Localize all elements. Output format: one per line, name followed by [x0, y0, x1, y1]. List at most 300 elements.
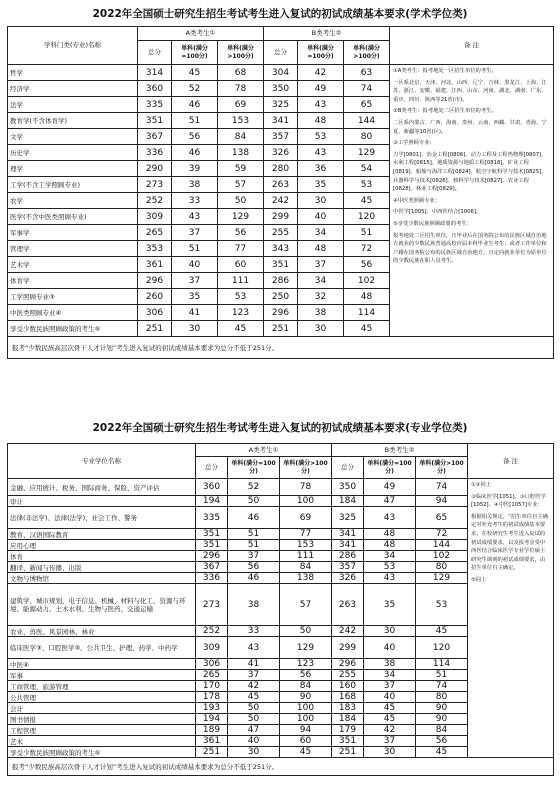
a-singlegt100: 94 — [280, 725, 332, 736]
pro-subject-name: 工程管理 — [8, 725, 196, 736]
a-total: 296 — [138, 273, 172, 289]
subject-header: 学科门类(专业)名称 — [8, 27, 138, 65]
b-singlegt100: 51 — [416, 670, 468, 681]
b-total: 255 — [332, 670, 364, 681]
b-singlegt100: 102 — [416, 551, 468, 562]
a-total: 178 — [196, 692, 228, 703]
a-single100: 52 — [172, 81, 218, 97]
pro-b-singlegt100-header: 单科(满分>100分) — [416, 457, 468, 479]
a-single100: 51 — [172, 241, 218, 257]
b-total: 325 — [332, 507, 364, 529]
pro-subject-name: 中医④ — [8, 659, 196, 670]
b-total: 351 — [264, 257, 298, 273]
a-single100: 37 — [172, 225, 218, 241]
note-line: 力学[0801]、冶金工程[0806]、动力工程及工程热物理[0807]、水利工程[0815]、地质资源与地质工程[0818]、矿业工程[0819]、船舶与海洋工程[0824]、航空宇航科学与技术[0825]、兵器科学与技术[0826]、核科学与技术[0827]、农业工程[0828]、林业工程[0829]。 — [393, 151, 547, 193]
a-singlegt100: 129 — [218, 209, 264, 225]
a-single100: 51 — [228, 529, 280, 540]
b-singlegt100: 90 — [416, 714, 468, 725]
a-single100: 37 — [228, 551, 280, 562]
a-singlegt100: 111 — [280, 551, 332, 562]
a-total: 351 — [138, 113, 172, 129]
b-single100: 30 — [364, 747, 416, 758]
b-singlegt100: 65 — [416, 507, 468, 529]
a-single100: 43 — [172, 209, 218, 225]
a-total: 353 — [138, 241, 172, 257]
a-total: 252 — [196, 626, 228, 637]
b-total: 160 — [332, 681, 364, 692]
a-single100: 45 — [172, 65, 218, 81]
pro-b-single100-header: 单科(满分=100分) — [364, 457, 416, 479]
a-total: 367 — [138, 129, 172, 145]
b-total: 357 — [264, 129, 298, 145]
b-total-header: 总分 — [264, 41, 298, 65]
b-single100: 34 — [364, 670, 416, 681]
a-single100: 51 — [172, 113, 218, 129]
b-total: 263 — [332, 584, 364, 626]
subject-name: 历史学 — [8, 145, 138, 161]
a-singlegt100: 100 — [280, 703, 332, 714]
note-line: 一区系北京、天津、河北、山西、辽宁、吉林、黑龙江、上海、江苏、浙江、安徽、福建、江西、山东、河南、湖北、湖南、广东、重庆、四川、陕西等21省(市)。 — [393, 79, 547, 103]
b-total: 280 — [264, 161, 298, 177]
b-singlegt100: 74 — [416, 479, 468, 496]
b-single100: 43 — [364, 573, 416, 584]
a-singlegt100: 53 — [218, 289, 264, 305]
b-singlegt100: 45 — [416, 747, 468, 758]
b-total: 286 — [264, 273, 298, 289]
pro-subject-name: 翻译、新闻与传播、出版 — [8, 562, 196, 573]
a-total: 360 — [138, 81, 172, 97]
a-single100: 46 — [172, 97, 218, 113]
b-singlegt100: 45 — [416, 626, 468, 637]
b-total: 341 — [332, 540, 364, 551]
b-singlegt100: 94 — [416, 496, 468, 507]
pro-a-zone-header: A类考生① — [196, 444, 332, 457]
note-line: ①A类考生：报考地处一区招生单位的考生。 — [393, 68, 497, 74]
subject-name: 工学(不含工学照顾专业) — [8, 177, 138, 193]
note-line: ⑤同上 — [471, 576, 487, 583]
a-single100: 50 — [228, 703, 280, 714]
a-singlegt100: 60 — [280, 736, 332, 747]
pro-subject-name: 艺术 — [8, 736, 196, 747]
a-total: 273 — [196, 584, 228, 626]
b-total: 304 — [264, 65, 298, 81]
b-total: 326 — [332, 573, 364, 584]
a-singlegt100: 57 — [280, 584, 332, 626]
a-single100: 46 — [228, 573, 280, 584]
pro-subject-name: 农业、兽医、风景园林、林业 — [8, 626, 196, 637]
b-single100: 42 — [298, 65, 344, 81]
professional-notes — [468, 479, 554, 758]
a-singlegt100: 45 — [280, 747, 332, 758]
a-total: 306 — [196, 659, 228, 670]
a-singlegt100-header: 单科(满分>100分) — [218, 41, 264, 65]
pro-subject-name: 审计 — [8, 496, 196, 507]
a-single100: 47 — [228, 725, 280, 736]
b-single100: 32 — [298, 289, 344, 305]
a-singlegt100: 111 — [218, 273, 264, 289]
a-single100: 33 — [172, 193, 218, 209]
a-singlegt100: 123 — [280, 659, 332, 670]
b-single100: 48 — [298, 113, 344, 129]
subject-name: 文学 — [8, 129, 138, 145]
a-singlegt100: 50 — [280, 626, 332, 637]
note-line: ②B类考生：报考地处二区招生单位的考生。 — [393, 108, 497, 115]
a-singlegt100: 84 — [280, 681, 332, 692]
a-single100: 56 — [172, 129, 218, 145]
a-single100: 42 — [228, 681, 280, 692]
professional-title: 2022年全国硕士研究生招生考试考生进入复试的初试成绩基本要求(专业学位类) — [92, 422, 468, 434]
b-singlegt100-header: 单科(满分>100分) — [344, 41, 390, 65]
b-singlegt100: 80 — [416, 692, 468, 703]
b-singlegt100: 80 — [344, 129, 390, 145]
b-singlegt100: 144 — [344, 113, 390, 129]
b-singlegt100: 90 — [416, 703, 468, 714]
note-line: ④中医类照顾专业： — [393, 197, 441, 204]
note-line: ③临床医学[1051]、③口腔医学[1052]、④中医[1057]专业： — [471, 493, 546, 509]
b-singlegt100: 56 — [416, 736, 468, 747]
b-total: 299 — [264, 209, 298, 225]
b-total: 183 — [332, 703, 364, 714]
a-single100: 43 — [228, 637, 280, 659]
b-single100: 30 — [298, 193, 344, 209]
a-single100: 50 — [228, 496, 280, 507]
b-single100: 40 — [364, 692, 416, 703]
b-single100: 43 — [298, 97, 344, 113]
a-total: 193 — [196, 703, 228, 714]
a-total-header: 总分 — [138, 41, 172, 65]
note-line: 中医学[1005]、中西医结合[1006]。 — [393, 209, 482, 216]
a-single100: 41 — [172, 305, 218, 321]
b-total: 251 — [332, 747, 364, 758]
b-single100: 49 — [364, 479, 416, 496]
b-singlegt100: 53 — [416, 584, 468, 626]
pro-subject-name: 体育 — [8, 551, 196, 562]
a-single100: 46 — [172, 145, 218, 161]
b-single100: 35 — [298, 177, 344, 193]
b-single100: 42 — [364, 725, 416, 736]
a-singlegt100: 78 — [280, 479, 332, 496]
b-single100-header: 单科(满分=100分) — [298, 41, 344, 65]
subject-name: 农学 — [8, 193, 138, 209]
a-singlegt100: 78 — [218, 81, 264, 97]
b-singlegt100: 51 — [344, 225, 390, 241]
b-single100: 37 — [364, 736, 416, 747]
b-single100: 48 — [364, 540, 416, 551]
a-total: 360 — [196, 479, 228, 496]
b-singlegt100: 129 — [344, 145, 390, 161]
subject-name: 体育学 — [8, 273, 138, 289]
a-single100: 56 — [228, 562, 280, 573]
b-single100: 43 — [364, 507, 416, 529]
subject-name: 管理学 — [8, 241, 138, 257]
pro-subject-name: 应用心理 — [8, 540, 196, 551]
b-singlegt100: 144 — [416, 540, 468, 551]
a-total: 336 — [138, 145, 172, 161]
a-total: 309 — [196, 637, 228, 659]
academic-title: 2022年全国硕士研究生招生考试考生进入复试的初试成绩基本要求(学术学位类) — [92, 8, 468, 20]
subject-name: 教育学(不含体育学) — [8, 113, 138, 129]
b-total: 179 — [332, 725, 364, 736]
subject-name: 中医类照顾专业④ — [8, 305, 138, 321]
a-total: 273 — [138, 177, 172, 193]
a-singlegt100: 59 — [218, 161, 264, 177]
a-single100: 41 — [228, 659, 280, 670]
pro-subject-name: 教育、汉语国际教育 — [8, 529, 196, 540]
a-single100: 52 — [228, 479, 280, 496]
a-total: 251 — [138, 321, 172, 337]
a-total: 265 — [138, 225, 172, 241]
b-singlegt100: 74 — [344, 81, 390, 97]
b-single100: 48 — [298, 241, 344, 257]
a-total: 194 — [196, 496, 228, 507]
subject-name: 艺术学 — [8, 257, 138, 273]
a-single100: 33 — [228, 626, 280, 637]
b-single100: 37 — [364, 681, 416, 692]
b-zone-header: B类考生② — [264, 27, 390, 41]
b-total: 184 — [332, 714, 364, 725]
a-total: 265 — [196, 670, 228, 681]
academic-footnote: 报考“少数民族高层次骨干人才计划”考生进入复试的初试成绩基本要求为总分不低于251分。 — [8, 337, 554, 359]
b-total: 286 — [332, 551, 364, 562]
a-total: 170 — [196, 681, 228, 692]
notes-header: 备 注 — [390, 27, 554, 65]
a-singlegt100: 90 — [280, 692, 332, 703]
b-total: 341 — [332, 529, 364, 540]
b-total: 251 — [264, 321, 298, 337]
pro-b-total-header: 总分 — [332, 457, 364, 479]
a-singlegt100: 57 — [218, 177, 264, 193]
b-singlegt100: 102 — [344, 273, 390, 289]
pro-subject-header: 专业学位名称 — [8, 444, 196, 479]
pro-a-single100-header: 单科(满分=100分) — [228, 457, 280, 479]
pro-subject-name: 工商管理、旅游管理 — [8, 681, 196, 692]
a-single100: 46 — [228, 507, 280, 529]
table-row — [8, 479, 554, 496]
b-total: 350 — [332, 479, 364, 496]
b-total: 242 — [332, 626, 364, 637]
a-singlegt100: 138 — [218, 145, 264, 161]
a-total: 351 — [196, 529, 228, 540]
a-total: 260 — [138, 289, 172, 305]
b-singlegt100: 114 — [416, 659, 468, 670]
a-singlegt100: 68 — [218, 65, 264, 81]
academic-table — [7, 26, 554, 359]
b-total: 325 — [264, 97, 298, 113]
pro-subject-name: 军事 — [8, 670, 196, 681]
pro-subject-name: 公共管理 — [8, 692, 196, 703]
b-singlegt100: 120 — [344, 209, 390, 225]
subject-name: 经济学 — [8, 81, 138, 97]
pro-subject-name: 会计 — [8, 703, 196, 714]
pro-b-zone-header: B类考生② — [332, 444, 468, 457]
pro-subject-name: 建筑学、城市规划、电子信息、机械、材料与化工、资源与环境、能源动力、土木水利、生物与医药、交通运输 — [8, 584, 196, 626]
a-singlegt100: 129 — [280, 637, 332, 659]
b-singlegt100: 129 — [416, 573, 468, 584]
b-single100: 45 — [364, 714, 416, 725]
note-line: ③工学照顾专业： — [393, 140, 435, 147]
b-single100: 34 — [298, 225, 344, 241]
pro-a-singlegt100-header: 单科(满分>100分) — [280, 457, 332, 479]
a-single100: 45 — [228, 692, 280, 703]
a-single100: 38 — [172, 177, 218, 193]
b-singlegt100: 120 — [416, 637, 468, 659]
b-singlegt100: 74 — [416, 681, 468, 692]
a-single100: 50 — [228, 714, 280, 725]
table-row — [8, 65, 554, 81]
b-singlegt100: 56 — [344, 257, 390, 273]
b-total: 184 — [332, 496, 364, 507]
b-single100: 34 — [364, 551, 416, 562]
a-total: 296 — [196, 551, 228, 562]
b-singlegt100: 45 — [344, 193, 390, 209]
b-total: 343 — [264, 241, 298, 257]
note-line: 二区系内蒙古、广西、海南、贵州、云南、西藏、甘肃、青海、宁夏、新疆等10省(区)。 — [393, 119, 547, 135]
a-singlegt100: 100 — [280, 496, 332, 507]
a-singlegt100: 69 — [280, 507, 332, 529]
a-singlegt100: 77 — [218, 241, 264, 257]
b-single100: 53 — [298, 129, 344, 145]
b-singlegt100: 45 — [344, 321, 390, 337]
b-singlegt100: 72 — [416, 529, 468, 540]
a-single100-header: 单科(满分=100分) — [172, 41, 218, 65]
note-line: 报考地处二区招生单位，且毕业后在国务院公布的民族区域自治地方就业的少数民族普通高校应届本科毕业生考生；或者工作单位和户籍在国务院公布的民族区域自治地方，且定向就业单位为原单位的少数民族在职人员考生。 — [393, 232, 547, 265]
a-single100: 38 — [228, 584, 280, 626]
professional-footnote: 报考“少数民族高层次骨干人才计划”考生进入复试的初试成绩基本要求为总分不低于251分。 — [8, 758, 554, 776]
b-single100: 40 — [364, 637, 416, 659]
b-total: 296 — [264, 305, 298, 321]
b-single100: 53 — [364, 562, 416, 573]
a-total: 252 — [138, 193, 172, 209]
b-single100: 48 — [364, 529, 416, 540]
a-single100: 37 — [172, 273, 218, 289]
b-single100: 30 — [364, 626, 416, 637]
a-singlegt100: 60 — [218, 257, 264, 273]
a-total: 361 — [196, 736, 228, 747]
a-total: 314 — [138, 65, 172, 81]
b-singlegt100: 72 — [344, 241, 390, 257]
b-single100: 34 — [298, 273, 344, 289]
a-singlegt100: 123 — [218, 305, 264, 321]
subject-name: 理学 — [8, 161, 138, 177]
subject-name: 哲学 — [8, 65, 138, 81]
academic-notes — [390, 65, 554, 337]
a-total: 336 — [196, 573, 228, 584]
a-total: 306 — [138, 305, 172, 321]
b-single100: 36 — [298, 161, 344, 177]
subject-name: 法学 — [8, 97, 138, 113]
b-total: 351 — [332, 736, 364, 747]
a-single100: 30 — [172, 321, 218, 337]
b-total: 263 — [264, 177, 298, 193]
a-singlegt100: 69 — [218, 97, 264, 113]
a-single100: 39 — [172, 161, 218, 177]
a-singlegt100: 153 — [218, 113, 264, 129]
a-single100: 35 — [172, 289, 218, 305]
b-single100: 47 — [364, 496, 416, 507]
b-single100: 43 — [298, 145, 344, 161]
pro-subject-name: 享受少数民族照顾政策的考生⑤ — [8, 747, 196, 758]
pro-subject-name: 法律(非法学)、法律(法学)、社会工作、警务 — [8, 507, 196, 529]
b-total: 250 — [264, 289, 298, 305]
b-total: 296 — [332, 659, 364, 670]
b-total: 255 — [264, 225, 298, 241]
a-singlegt100: 56 — [280, 670, 332, 681]
b-singlegt100: 63 — [344, 65, 390, 81]
pro-subject-name: 临床医学③、口腔医学③、公共卫生、护理、药学、中药学 — [8, 637, 196, 659]
pro-subject-name: 金融、应用统计、税务、国际商务、保险、资产评估 — [8, 479, 196, 496]
a-singlegt100: 77 — [280, 529, 332, 540]
a-total: 335 — [196, 507, 228, 529]
note-line: 根据相关规定，“招生单位自主确定对补充考生的初试成绩基本要求，在校研究生考生进入复试的初试成绩要求，以及报考享受中西医结合临床医学专业学位硕士研究生调剂的初试成绩要求，由招生单位自主确定。 — [471, 513, 548, 572]
a-total: 335 — [138, 97, 172, 113]
b-total: 341 — [264, 113, 298, 129]
professional-table — [7, 443, 554, 776]
b-single100: 30 — [298, 321, 344, 337]
a-singlegt100: 138 — [280, 573, 332, 584]
b-single100: 45 — [364, 703, 416, 714]
b-total: 326 — [264, 145, 298, 161]
b-single100: 37 — [298, 257, 344, 273]
a-singlegt100: 84 — [218, 129, 264, 145]
a-total: 194 — [196, 714, 228, 725]
a-total: 189 — [196, 725, 228, 736]
b-single100: 38 — [364, 659, 416, 670]
b-total: 357 — [332, 562, 364, 573]
b-single100: 40 — [298, 209, 344, 225]
b-total: 242 — [264, 193, 298, 209]
subject-name: 医学(不含中医类照顾专业) — [8, 209, 138, 225]
pro-a-total-header: 总分 — [196, 457, 228, 479]
subject-name: 工学照顾专业③ — [8, 289, 138, 305]
a-total: 290 — [138, 161, 172, 177]
b-singlegt100: 114 — [344, 305, 390, 321]
b-single100: 35 — [364, 584, 416, 626]
a-singlegt100: 153 — [280, 540, 332, 551]
a-single100: 40 — [172, 257, 218, 273]
a-single100: 40 — [228, 736, 280, 747]
note-line: ①②同上 — [471, 482, 492, 488]
b-singlegt100: 80 — [416, 562, 468, 573]
a-singlegt100: 45 — [218, 321, 264, 337]
pro-notes-header: 备 注 — [468, 444, 554, 479]
b-total: 299 — [332, 637, 364, 659]
a-total: 251 — [196, 747, 228, 758]
b-singlegt100: 54 — [344, 161, 390, 177]
b-single100: 49 — [298, 81, 344, 97]
subject-name: 军事学 — [8, 225, 138, 241]
a-singlegt100: 50 — [218, 193, 264, 209]
a-singlegt100: 84 — [280, 562, 332, 573]
subject-name: 享受少数民族照顾政策的考生⑤ — [8, 321, 138, 337]
a-total: 351 — [196, 540, 228, 551]
a-single100: 51 — [228, 540, 280, 551]
pro-subject-name: 文物与博物馆 — [8, 573, 196, 584]
a-zone-header: A类考生① — [138, 27, 264, 41]
a-total: 309 — [138, 209, 172, 225]
a-singlegt100: 100 — [280, 714, 332, 725]
b-singlegt100: 53 — [344, 177, 390, 193]
b-singlegt100: 48 — [344, 289, 390, 305]
b-single100: 38 — [298, 305, 344, 321]
pro-subject-name: 图书情报 — [8, 714, 196, 725]
note-line: ⑤享受少数民族照顾政策的考生： — [393, 220, 472, 227]
b-total: 350 — [264, 81, 298, 97]
b-singlegt100: 65 — [344, 97, 390, 113]
a-single100: 37 — [228, 670, 280, 681]
a-total: 361 — [138, 257, 172, 273]
b-total: 168 — [332, 692, 364, 703]
b-singlegt100: 84 — [416, 725, 468, 736]
